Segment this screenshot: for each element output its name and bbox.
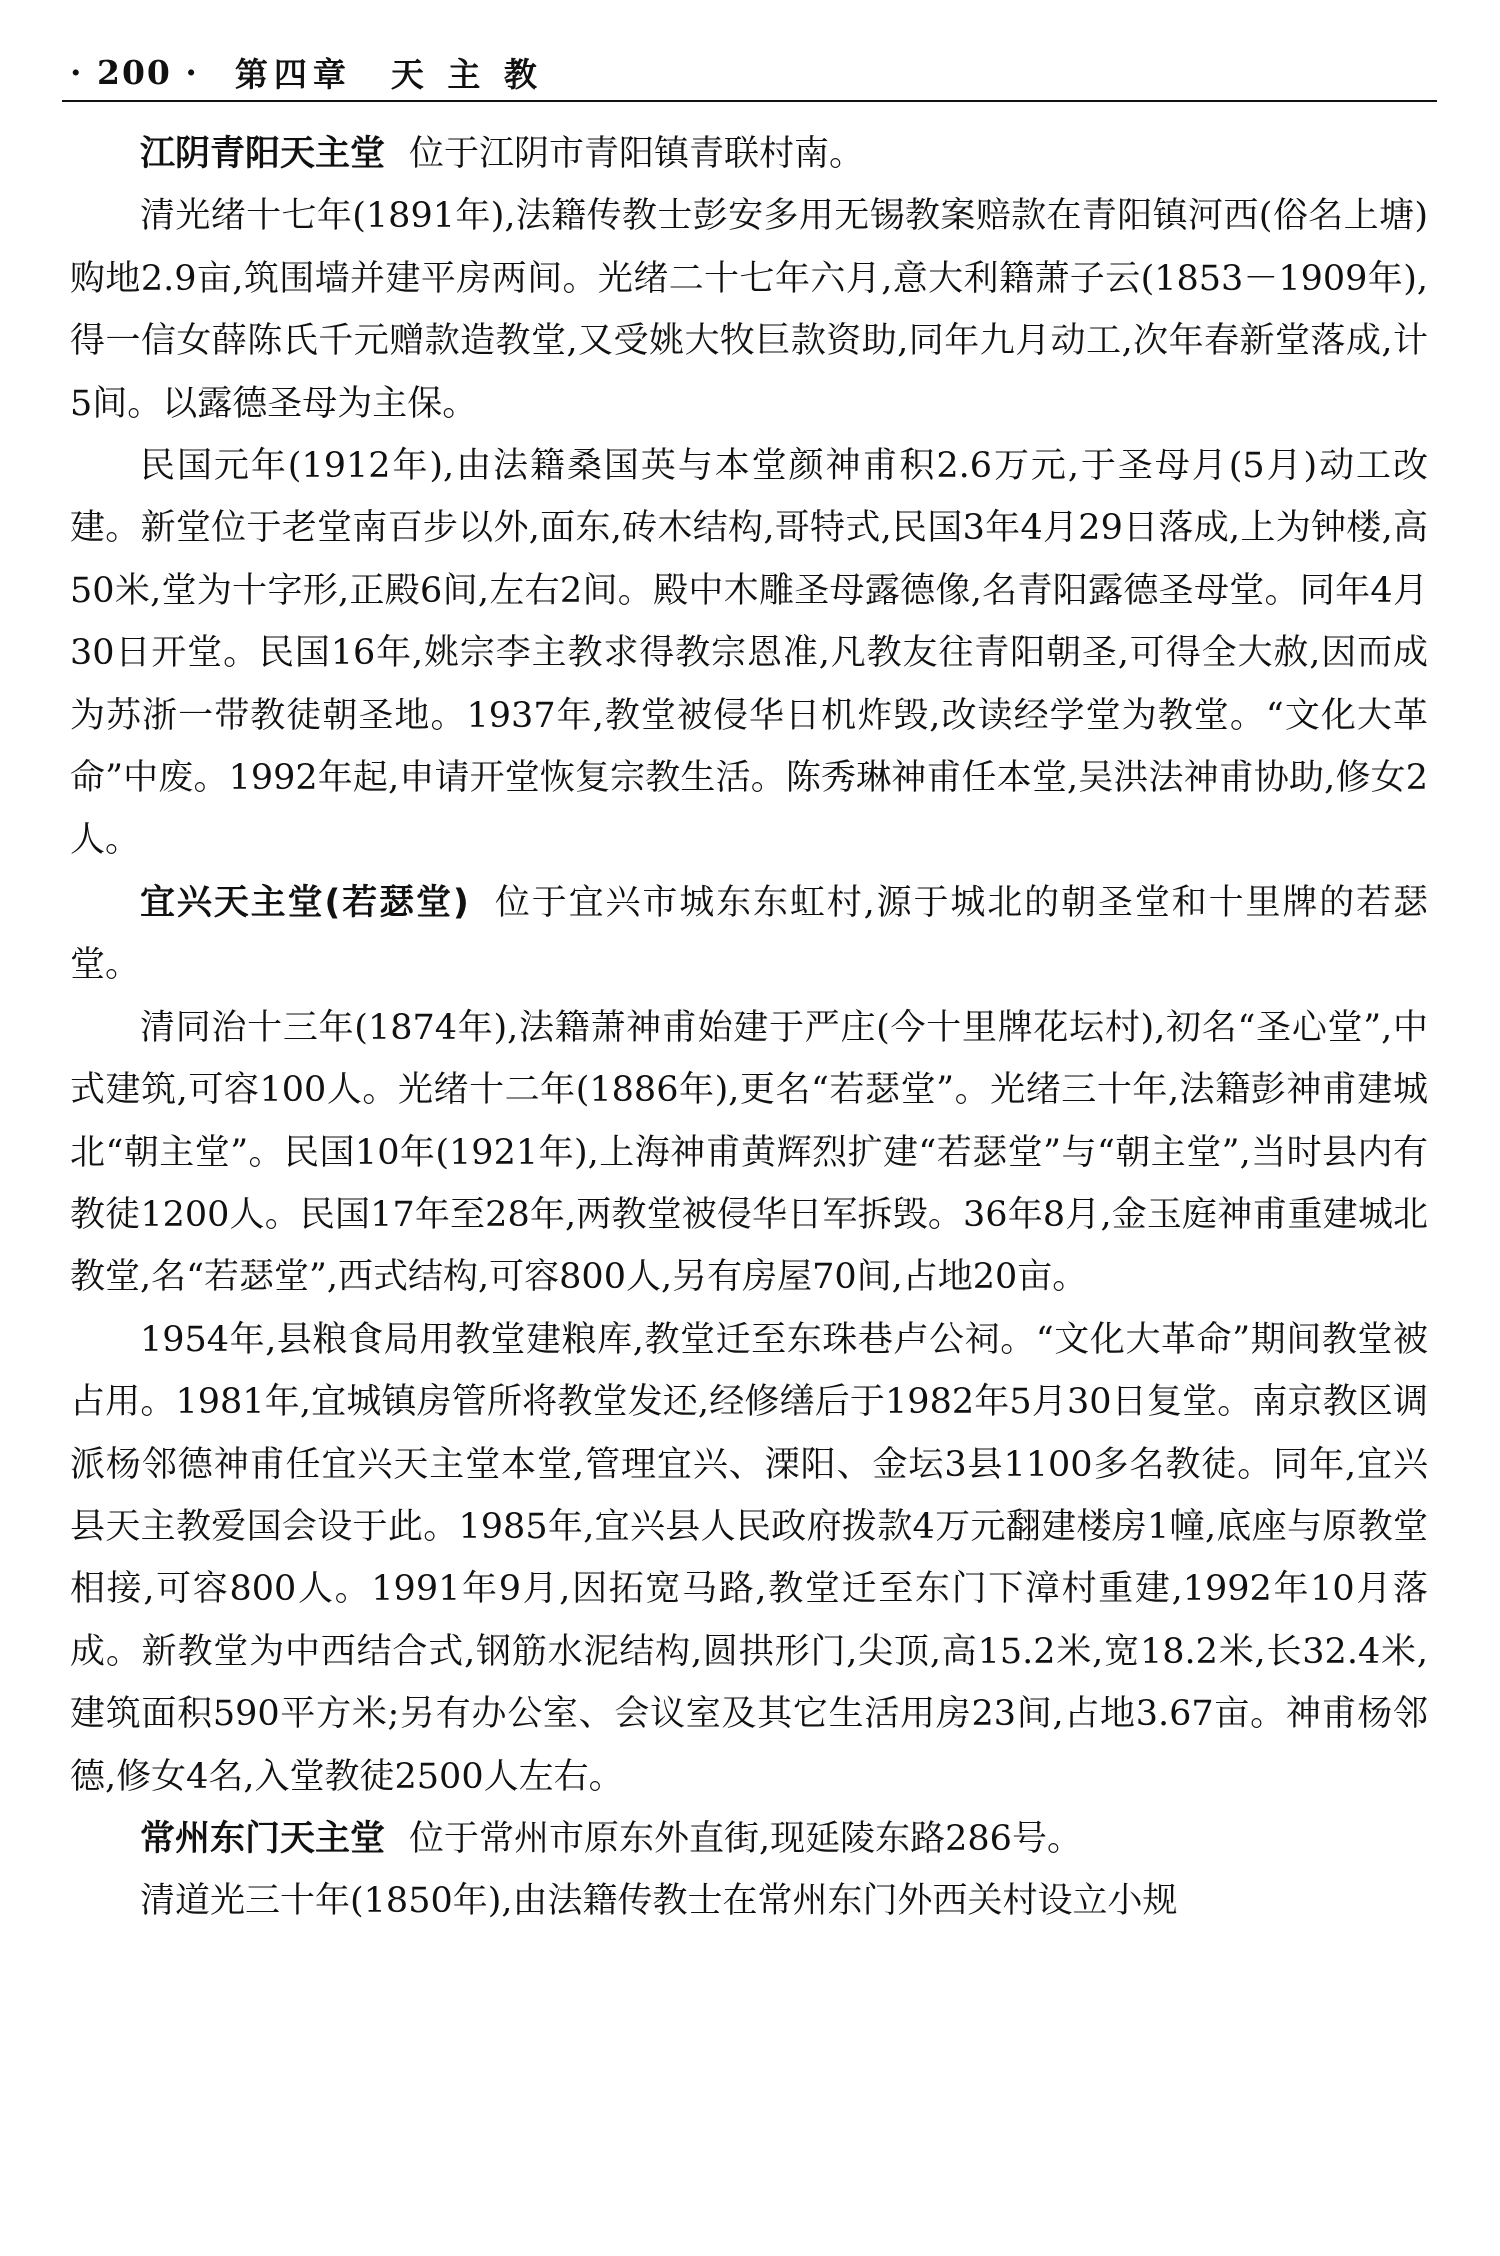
body-text [70,123,1428,1933]
body-paragraph: 清道光三十年(1850年),由法籍传教士在常州东门外西关村设立小规 [140,1881,1178,1922]
entry-heading-paragraph [70,872,1428,997]
body-paragraph: 清同治十三年(1874年),法籍萧神甫始建于严庄(今十里牌花坛村),初名“圣心堂”,中式建筑,可容100人。光绪十二年(1886年),更名“若瑟堂”。光绪三十年,法籍彭神甫建城北“朝主堂”。民国10年(1921年),上海神甫黄辉烈扩建“若瑟堂”与“朝主堂”,当时县内有教徒1200人。民国17年至28年,两教堂被侵华日军拆毁。36年8月,金玉庭神甫重建城北教堂,名“若瑟堂”,西式结构,可容800人,另有房屋70间,占地20亩。 [70,1007,1428,1298]
entry-heading-paragraph [70,123,1428,185]
entry-location: 位于宜兴市城东东虹村,源于城北的朝圣堂和十里牌的若瑟堂。 [70,882,1428,986]
body-paragraph: 1954年,县粮食局用教堂建粮库,教堂迁至东珠巷卢公祠。“文化大革命”期间教堂被占用。1981年,宜城镇房管所将教堂发还,经修缮后于1982年5月30日复堂。南京教区调派杨邻德神甫任宜兴天主堂本堂,管理宜兴、溧阳、金坛3县1100多名教徒。同年,宜兴县天主教爱国会设于此。1985年,宜兴县人民政府拨款4万元翻建楼房1幢,底座与原教堂相接,可容800人。1991年9月,因拓宽马路,教堂迁至东门下漳村重建,1992年10月落成。新教堂为中西结合式,钢筋水泥结构,圆拱形门,尖顶,高15.2米,宽18.2米,长32.4米,建筑面积590平方米;另有办公室、会议室及其它生活用房23间,占地3.67亩。神甫杨邻德,修女4名,入堂教徒2500人左右。 [70,1319,1428,1797]
entry-heading-paragraph [70,1808,1428,1870]
body-paragraph: 清光绪十七年(1891年),法籍传教士彭安多用无锡教案赔款在青阳镇河西(俗名上塘)购地2.9亩,筑围墙并建平房两间。光绪二十七年六月,意大利籍萧子云(1853－1909年),得一信女薛陈氏千元赠款造教堂,又受姚大牧巨款资助,同年九月动工,次年春新堂落成,计5间。以露德圣母为主保。 [70,196,1428,424]
entry-title: 江阴青阳天主堂 [140,134,386,174]
chapter-title: 第四章 天 主 教 [234,54,543,94]
page-number: · 200 · [70,52,199,92]
entry-location: 位于常州市原东外直街,现延陵东路286号。 [409,1818,1082,1859]
body-paragraph: 民国元年(1912年),由法籍桑国英与本堂颜神甫积2.6万元,于圣母月(5月)动工改建。新堂位于老堂南百步以外,面东,砖木结构,哥特式,民国3年4月29日落成,上为钟楼,高50米,堂为十字形,正殿6间,左右2间。殿中木雕圣母露德像,名青阳露德圣母堂。同年4月30日开堂。民国16年,姚宗李主教求得教宗恩准,凡教友往青阳朝圣,可得全大赦,因而成为苏浙一带教徒朝圣地。1937年,教堂被侵华日机炸毁,改读经学堂为教堂。“文化大革命”中废。1992年起,申请开堂恢复宗教生活。陈秀琳神甫任本堂,吴洪法神甫协助,修女2人。 [70,446,1428,861]
running-header [70,44,1430,100]
header-rule [62,100,1437,102]
entry-title: 宜兴天主堂(若瑟堂) [140,882,469,923]
entry-location: 位于江阴市青阳镇青联村南。 [409,134,865,174]
entry-title: 常州东门天主堂 [140,1818,386,1859]
